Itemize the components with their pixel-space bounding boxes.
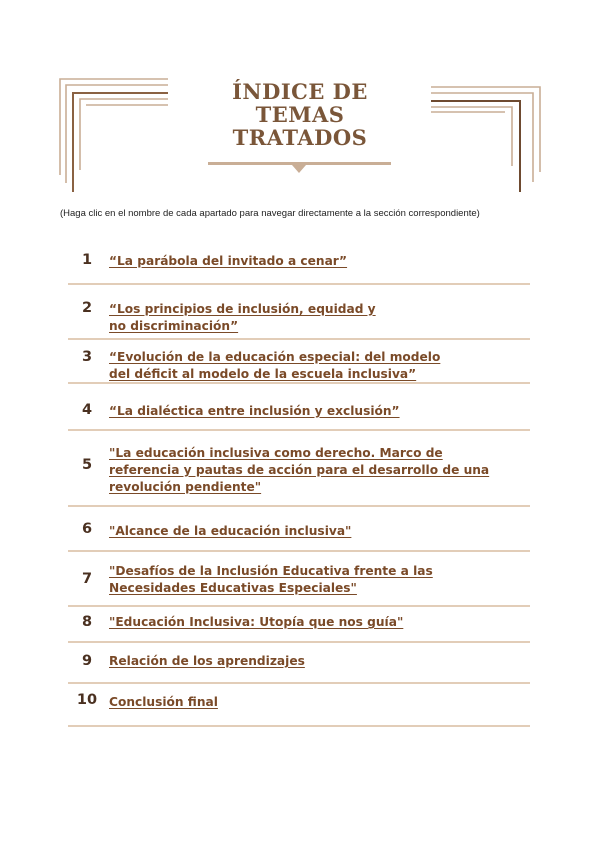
toc-number: 4 bbox=[81, 402, 93, 418]
toc-link-10[interactable]: Conclusión final bbox=[109, 695, 218, 709]
toc-number: 8 bbox=[81, 614, 93, 630]
toc-number: 2 bbox=[81, 300, 93, 316]
toc-divider bbox=[68, 725, 530, 727]
toc-link-2[interactable]: “Los principios de inclusión, equidad y no discriminación” bbox=[109, 302, 376, 333]
toc-divider bbox=[68, 641, 530, 643]
toc-number: 9 bbox=[81, 653, 93, 669]
toc-link-5[interactable]: "La educación inclusiva como derecho. Marco de referencia y pautas de acción para el desarrollo de una revolución pendiente" bbox=[109, 446, 490, 494]
toc-link-6[interactable]: "Alcance de la educación inclusiva" bbox=[109, 524, 352, 538]
toc-link-8[interactable]: "Educación Inclusiva: Utopía que nos guía" bbox=[109, 615, 404, 629]
toc-divider bbox=[68, 429, 530, 431]
title-line-1: ÍNDICE DE bbox=[232, 79, 368, 104]
toc-link-7[interactable]: "Desafíos de la Inclusión Educativa frente a las Necesidades Educativas Especiales" bbox=[109, 564, 433, 595]
toc-number: 5 bbox=[81, 457, 93, 473]
toc-link-3[interactable]: “Evolución de la educación especial: del modelo del déficit al modelo de la escuela inclusiva” bbox=[109, 350, 441, 381]
toc-divider bbox=[68, 605, 530, 607]
page-title bbox=[190, 80, 410, 149]
toc-link-4[interactable]: “La dialéctica entre inclusión y exclusión” bbox=[109, 404, 400, 418]
toc-link-9[interactable]: Relación de los aprendizajes bbox=[109, 654, 305, 668]
toc-divider bbox=[68, 382, 530, 384]
toc-divider bbox=[68, 550, 530, 552]
toc-number: 1 bbox=[81, 252, 93, 268]
toc-divider bbox=[68, 682, 530, 684]
toc-number: 6 bbox=[81, 521, 93, 537]
title-line-2: TEMAS bbox=[255, 102, 345, 127]
instructions-text: (Haga clic en el nombre de cada apartado para navegar directamente a la sección correspondiente) bbox=[60, 208, 480, 219]
title-underline-notch bbox=[292, 165, 306, 173]
toc-divider bbox=[68, 505, 530, 507]
toc-number: 3 bbox=[81, 349, 93, 365]
title-line-3: TRATADOS bbox=[232, 125, 368, 150]
toc-link-1[interactable]: “La parábola del invitado a cenar” bbox=[109, 254, 348, 268]
toc-number: 10 bbox=[76, 692, 98, 708]
toc-divider bbox=[68, 283, 530, 285]
toc-divider bbox=[68, 338, 530, 340]
toc-number: 7 bbox=[81, 571, 93, 587]
